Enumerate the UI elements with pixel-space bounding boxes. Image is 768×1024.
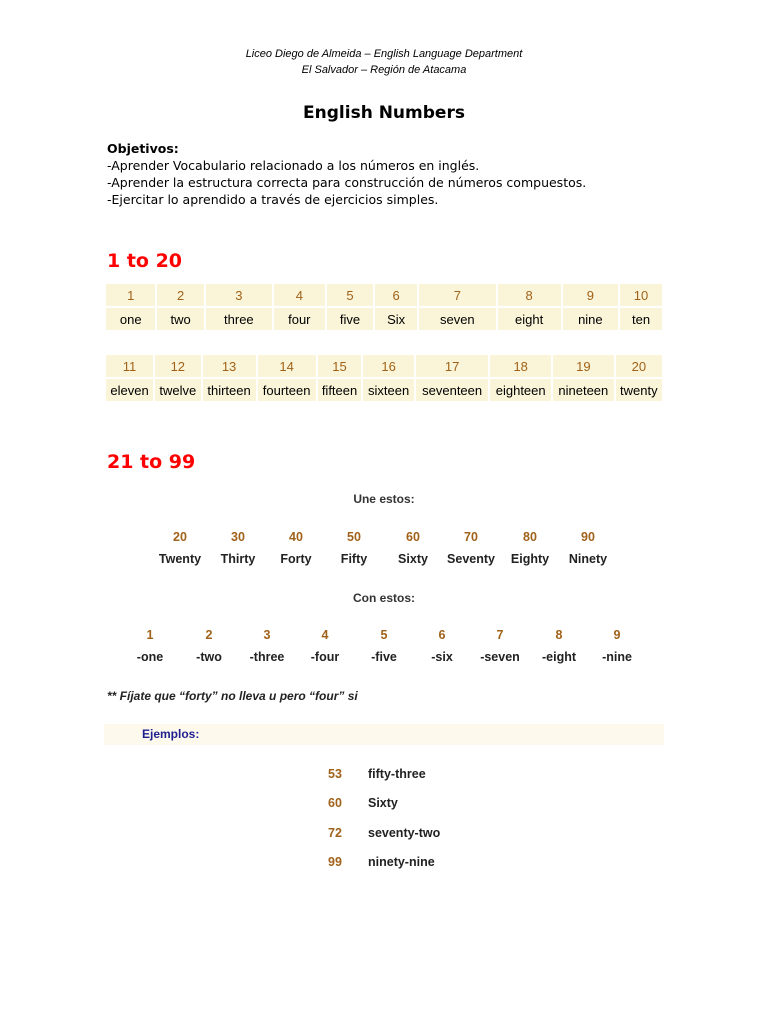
tens-word: Forty bbox=[280, 552, 312, 566]
tens-word: Twenty bbox=[158, 552, 202, 566]
example-word: Sixty bbox=[368, 796, 398, 810]
tens-digit: 20 bbox=[173, 530, 187, 544]
example-word: fifty-three bbox=[368, 767, 426, 781]
examples-label: Ejemplos: bbox=[142, 727, 200, 741]
unit-digit: 8 bbox=[555, 628, 563, 642]
unit-digit: 2 bbox=[205, 628, 213, 642]
unit-word: -three bbox=[249, 650, 285, 664]
table-cell: nineteen bbox=[553, 379, 614, 401]
table-cell: five bbox=[327, 308, 373, 330]
table-cell: twenty bbox=[616, 379, 662, 401]
tens-digit: 60 bbox=[406, 530, 420, 544]
objectives-block bbox=[107, 140, 586, 208]
table-row-digits bbox=[106, 284, 662, 306]
example-row bbox=[0, 796, 768, 814]
tens-word: Thirty bbox=[220, 552, 256, 566]
table-cell: Six bbox=[375, 308, 417, 330]
table-cell: twelve bbox=[155, 379, 200, 401]
example-number: 53 bbox=[328, 767, 342, 781]
unit-digit: 5 bbox=[380, 628, 388, 642]
table-cell: 2 bbox=[157, 284, 203, 306]
table-cell: nine bbox=[563, 308, 618, 330]
example-row bbox=[0, 855, 768, 873]
table-cell: fourteen bbox=[258, 379, 316, 401]
table-cell: thirteen bbox=[203, 379, 256, 401]
table-cell: seven bbox=[419, 308, 496, 330]
table-row-digits bbox=[106, 355, 662, 377]
table-cell: eleven bbox=[106, 379, 153, 401]
tens-digit: 90 bbox=[581, 530, 595, 544]
table-cell: 4 bbox=[274, 284, 325, 306]
unit-digit: 7 bbox=[496, 628, 504, 642]
numbers-table-1-10 bbox=[104, 282, 664, 332]
tens-word: Eighty bbox=[510, 552, 550, 566]
example-number: 72 bbox=[328, 826, 342, 840]
table-cell: 19 bbox=[553, 355, 614, 377]
example-word: seventy-two bbox=[368, 826, 441, 840]
unit-word: -eight bbox=[541, 650, 577, 664]
numbers-table-11-20 bbox=[104, 353, 664, 403]
unit-word: -six bbox=[431, 650, 453, 664]
unit-word: -four bbox=[310, 650, 340, 664]
objectives-heading: Objetivos: bbox=[107, 141, 179, 156]
table-cell: 6 bbox=[375, 284, 417, 306]
table-cell: eight bbox=[498, 308, 561, 330]
table-cell: 11 bbox=[106, 355, 153, 377]
unit-word: -two bbox=[196, 650, 222, 664]
example-word: ninety-nine bbox=[368, 855, 435, 869]
table-cell: eighteen bbox=[490, 379, 551, 401]
table-cell: 17 bbox=[416, 355, 488, 377]
table-cell: 9 bbox=[563, 284, 618, 306]
unit-word: -five bbox=[371, 650, 397, 664]
table-cell: 3 bbox=[206, 284, 272, 306]
objective-item: -Aprender la estructura correcta para construcción de números compuestos. bbox=[107, 175, 587, 190]
table-cell: 20 bbox=[616, 355, 662, 377]
tens-word: Fifty bbox=[340, 552, 368, 566]
document-header bbox=[0, 46, 768, 78]
tens-word: Sixty bbox=[398, 552, 428, 566]
unit-digit: 6 bbox=[438, 628, 446, 642]
table-cell: sixteen bbox=[363, 379, 414, 401]
table-cell: ten bbox=[620, 308, 662, 330]
tens-word: Seventy bbox=[447, 552, 495, 566]
table-cell: three bbox=[206, 308, 272, 330]
header-location-line: El Salvador – Región de Atacama bbox=[301, 64, 467, 76]
unit-word: -seven bbox=[480, 650, 520, 664]
tens-digit: 50 bbox=[347, 530, 361, 544]
header-school-line: Liceo Diego de Almeida – English Language Department bbox=[245, 48, 523, 60]
tens-digit: 40 bbox=[289, 530, 303, 544]
example-number: 60 bbox=[328, 796, 342, 810]
section-heading-1-to-20: 1 to 20 bbox=[107, 250, 183, 272]
table-cell: 16 bbox=[363, 355, 414, 377]
table-cell: one bbox=[106, 308, 155, 330]
example-row bbox=[0, 826, 768, 844]
table-cell: 10 bbox=[620, 284, 662, 306]
con-estos-label: Con estos: bbox=[352, 591, 415, 605]
unit-digit: 1 bbox=[146, 628, 154, 642]
table-cell: seventeen bbox=[416, 379, 488, 401]
table-cell: fifteen bbox=[318, 379, 362, 401]
page-title: English Numbers bbox=[303, 103, 465, 123]
unit-word: -nine bbox=[602, 650, 632, 664]
section-heading-21-to-99: 21 to 99 bbox=[107, 451, 196, 473]
table-cell: 1 bbox=[106, 284, 155, 306]
unit-word: -one bbox=[136, 650, 164, 664]
objective-item: -Aprender Vocabulario relacionado a los números en inglés. bbox=[107, 158, 480, 173]
unit-digit: 9 bbox=[613, 628, 621, 642]
table-cell: 8 bbox=[498, 284, 561, 306]
table-cell: 14 bbox=[258, 355, 316, 377]
example-row bbox=[0, 767, 768, 785]
table-cell: 7 bbox=[419, 284, 496, 306]
table-cell: two bbox=[157, 308, 203, 330]
table-row-words bbox=[106, 379, 662, 401]
objective-item: -Ejercitar lo aprendido a través de ejercicios simples. bbox=[107, 192, 439, 207]
examples-bar bbox=[104, 724, 664, 745]
une-estos-label: Une estos: bbox=[353, 492, 415, 506]
tens-digit: 70 bbox=[464, 530, 478, 544]
unit-digit: 3 bbox=[263, 628, 271, 642]
tens-digit: 30 bbox=[231, 530, 245, 544]
unit-digit: 4 bbox=[321, 628, 329, 642]
table-cell: 13 bbox=[203, 355, 256, 377]
tens-digit: 80 bbox=[523, 530, 537, 544]
tens-word: Ninety bbox=[568, 552, 608, 566]
forty-note: ** Fíjate que “forty” no lleva u pero “four” si bbox=[107, 689, 358, 703]
table-cell: 18 bbox=[490, 355, 551, 377]
table-row-words bbox=[106, 308, 662, 330]
table-cell: 15 bbox=[318, 355, 362, 377]
table-cell: four bbox=[274, 308, 325, 330]
example-number: 99 bbox=[328, 855, 342, 869]
table-cell: 12 bbox=[155, 355, 200, 377]
table-cell: 5 bbox=[327, 284, 373, 306]
